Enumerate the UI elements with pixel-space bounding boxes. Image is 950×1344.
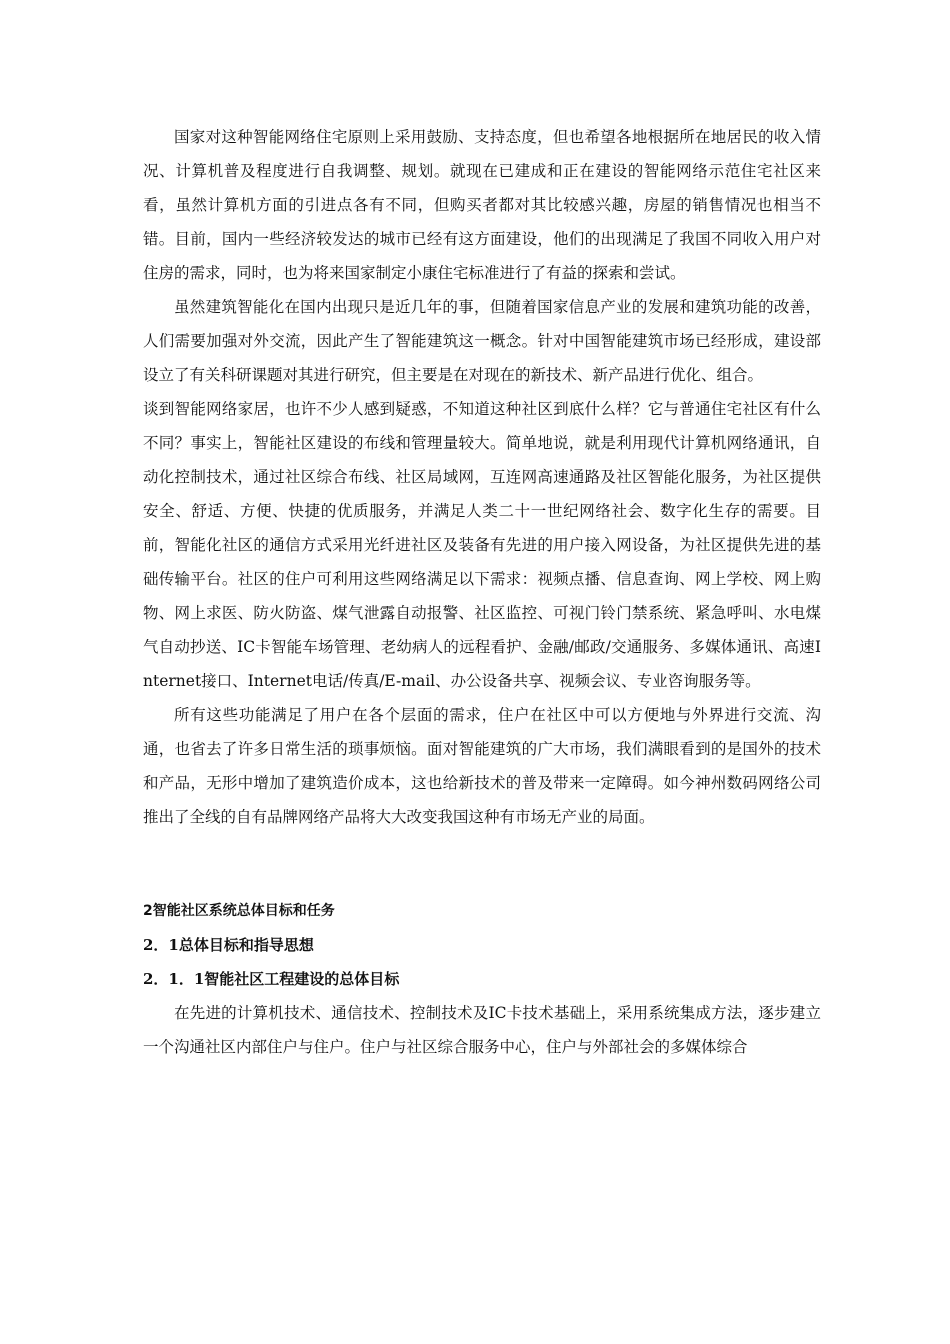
paragraph-smart-home: 谈到智能网络家居，也许不少人感到疑惑，不知道这种社区到底什么样？它与普通住宅社区有什么不同？事实上，智能社区建设的布线和管理量较大。简单地说，就是利用现代计算机网络通讯，自动化控制技术，通过社区综合布线、社区局域网，互连网高速通路及社区智能化服务，为社区提供安全、舒适、方便、快捷的优质服务，并满足人类二十一世纪网络社会、数字化生存的需要。目前，智能化社区的通信方式采用光纤进社区及装备有先进的用户接入网设备，为社区提供先进的基础传输平台。社区的住户可利用这些网络满足以下需求：视频点播、信息查询、网上学校、网上购物、网上求医、防火防盗、煤气泄露自动报警、社区监控、可视门铃门禁系统、紧急呼叫、水电煤气自动抄送、IC卡智能车场管理、老幼病人的远程看护、金融/邮政/交通服务、多媒体通讯、高速Internet接口、Internet电话/传真/E-mail、办公设备共享、视频会议、专业咨询服务等。 (143, 400, 821, 690)
section-heading: 2智能社区系统总体目标和任务 (143, 903, 335, 919)
paragraph-building-intelligence: 虽然建筑智能化在国内出现只是近几年的事，但随着国家信息产业的发展和建筑功能的改善，人们需要加强对外交流，因此产生了智能建筑这一概念。针对中国智能建筑市场已经形成，建设部设立了有关科研课题对其进行研究，但主要是在对现在的新技术、新产品进行优化、组合。 (143, 298, 821, 384)
paragraph-policy: 国家对这种智能网络住宅原则上采用鼓励、支持态度，但也希望各地根据所在地居民的收入情况、计算机普及程度进行自我调整、规划。就现在已建成和正在建设的智能网络示范住宅社区来看，虽然计算机方面的引进点各有不同，但购买者都对其比较感兴趣，房屋的销售情况也相当不错。目前，国内一些经济较发达的城市已经有这方面建设，他们的出现满足了我国不同收入用户对住房的需求，同时，也为将来国家制定小康住宅标准进行了有益的探索和尝试。 (143, 128, 821, 282)
document-body (143, 120, 821, 1064)
paragraph-market: 所有这些功能满足了用户在各个层面的需求，住户在社区中可以方便地与外界进行交流、沟通，也省去了许多日常生活的琐事烦恼。面对智能建筑的广大市场，我们满眼看到的是国外的技术和产品，无形中增加了建筑造价成本，这也给新技术的普及带来一定障碍。如今神州数码网络公司推出了全线的自有品牌网络产品将大大改变我国这种有市场无产业的局面。 (143, 706, 821, 826)
section-spacer (143, 834, 821, 894)
paragraph-overall-goal: 在先进的计算机技术、通信技术、控制技术及IC卡技术基础上，采用系统集成方法，逐步建立一个沟通社区内部住户与住户。住户与社区综合服务中心，住户与外部社会的多媒体综合 (143, 1004, 821, 1056)
subsection-heading: 2．1总体目标和指导思想 (143, 936, 314, 954)
subsubsection-heading: 2．1．1智能社区工程建设的总体目标 (143, 970, 400, 988)
